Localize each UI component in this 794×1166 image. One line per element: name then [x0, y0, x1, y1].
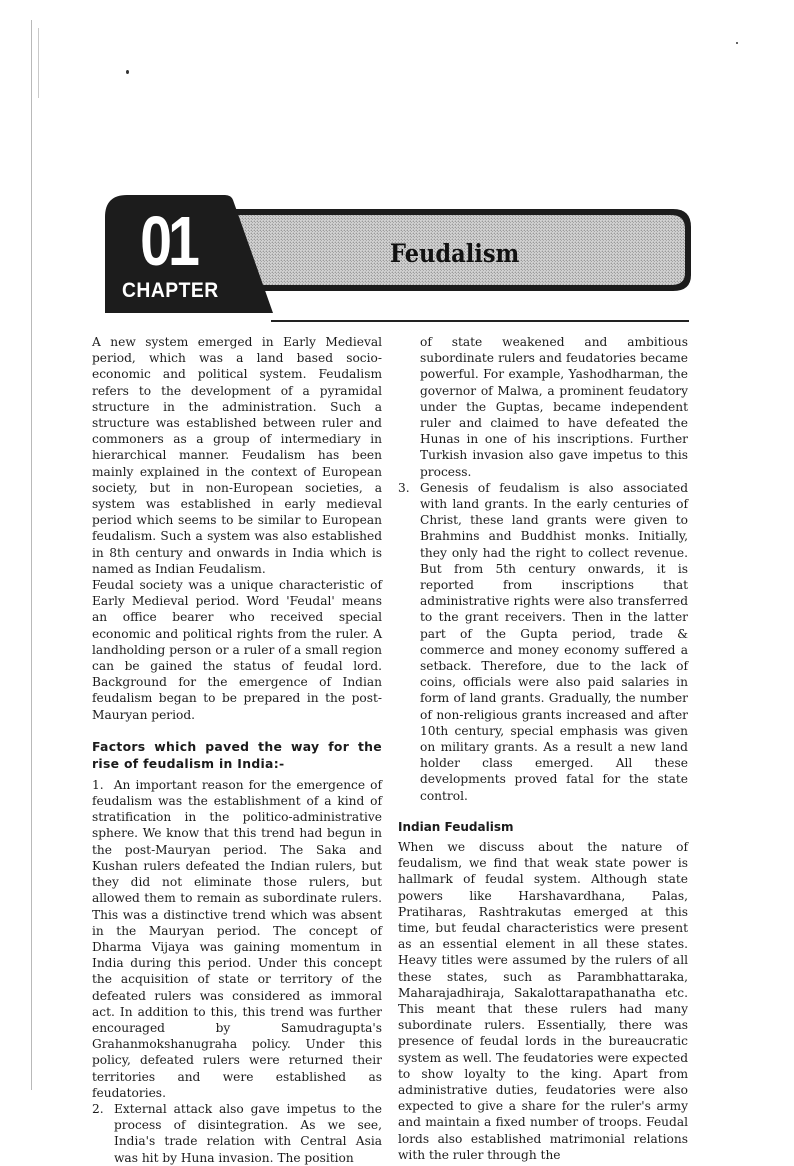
factor-item-2: [92, 1101, 382, 1166]
factor-number-1: 1.: [92, 777, 104, 792]
factor-text-3: Genesis of feudalism is also associated with land grants. In the early centuries of Christ, these land grants were given to Brahmins and Buddhist monks. Initially, they only had the right to collect revenue. But from 5th century onwards, it is reported from inscriptions that administrative rights were also transferred to the grant receivers. Then in the latter part of the Gupta period, trade & commerce and money economy suffered a setback. Therefore, due to the lack of coins, officials were also paid salaries in form of land grants. Gradually, the number of non-religious grants increased and after 10th century, special emphasis was given on military grants. As a result a new land holder class emerged. All these developments proved fatal for the state control.: [420, 480, 688, 803]
indian-feudalism-paragraph: When we discuss about the nature of feudalism, we find that weak state power is hallmark of feudal system. Although state powers like Harshavardhana, Palas, Pratiharas, Rashtrakutas emerged at this time, but feudal characteristics were present as an essential element in all these states. Heavy titles were assumed by the rulers of all these states, such as Parambhattaraka, Maharajadhiraja, Sakalottarapathanatha etc. This meant that these rulers had many subordinate rulers. Essentially, there was presence of feudal lords in the bureaucratic system as well. The feudatories were expected to show loyalty to the king. Apart from administrative duties, feudatories were also expected to give a share for the ruler's army and maintain a fixed number of troops. Feudal lords also established matrimonial relations with the ruler through the: [398, 839, 688, 1162]
factor-text-2-continued: of state weakened and ambitious subordinate rulers and feudatories became powerful. For example, Yashodharman, the governor of Malwa, a prominent feudatory under the Guptas, became independent ruler and claimed to have defeated the Hunas in one of his inscriptions. Further Turkish invasion also gave impetus to this process.: [420, 335, 688, 479]
factor-text-2: External attack also gave impetus to the process of disintegration. As we see, India's trade relation with Central Asia was hit by Huna invasion. The position: [114, 1101, 382, 1165]
intro-paragraph-2: Feudal society was a unique characteristic of Early Medieval period. Word 'Feudal' means an office bearer who received special economic and political rights from the ruler. A landholding person or a ruler of a small region can be gained the status of feudal lord. Background for the emergence of Indian feudalism began to be prepared in the post-Mauryan period.: [92, 578, 382, 722]
left-column: [92, 334, 382, 1166]
scan-speck: [126, 70, 129, 74]
scan-speck: [736, 42, 738, 44]
intro-paragraph-1: A new system emerged in Early Medieval period, which was a land based socio-economic and political system. Feudalism refers to the development of a pyramidal structure in the administration. Such a structure was established between ruler and commoners as a group of intermediary in hierarchical manner. Feudalism has been mainly explained in the context of European society, but in non-European societies, a system was established in early medieval period which seems to be similar to European feudalism. Such a system was also established in 8th century and onwards in India which is named as Indian Feudalism.: [92, 335, 382, 576]
factor-number-3: 3.: [398, 480, 410, 495]
scan-margin-line: [31, 20, 32, 1090]
chapter-header: [105, 195, 695, 315]
right-column: [398, 334, 688, 1163]
factor-item-1: [92, 777, 382, 1101]
chapter-label: CHAPTER: [122, 279, 219, 302]
chapter-number: 01: [140, 202, 196, 280]
indian-feudalism-heading: Indian Feudalism: [398, 819, 514, 834]
factor-text-1: An important reason for the emergence of feudalism was the establishment of a kind of stratification in the politico-administrative sphere. We know that this trend had begun in the post-Mauryan period. The Saka and Kushan rulers defeated the Indian rulers, but they did not eliminate those rulers, but allowed them to remain as subordinate rulers. This was a distinctive trend which was absent in the Mauryan period. The concept of Dharma Vijaya was gaining momentum in India during this period. Under this concept the acquisition of state or territory of the defeated rulers was considered as immoral act. In addition to this, this trend was further encouraged by Samudragupta's Grahanmokshanugraha policy. Under this policy, defeated rulers were returned their territories and were established as feudatories.: [92, 777, 382, 1100]
factor-number-2: 2.: [92, 1101, 104, 1116]
scan-margin-mark: [38, 28, 39, 98]
header-rule: [271, 320, 689, 322]
factor-item-3: [398, 480, 688, 804]
chapter-title: Feudalism: [390, 239, 520, 268]
factors-heading: Factors which paved the way for the rise of feudalism in India:-: [92, 738, 382, 771]
